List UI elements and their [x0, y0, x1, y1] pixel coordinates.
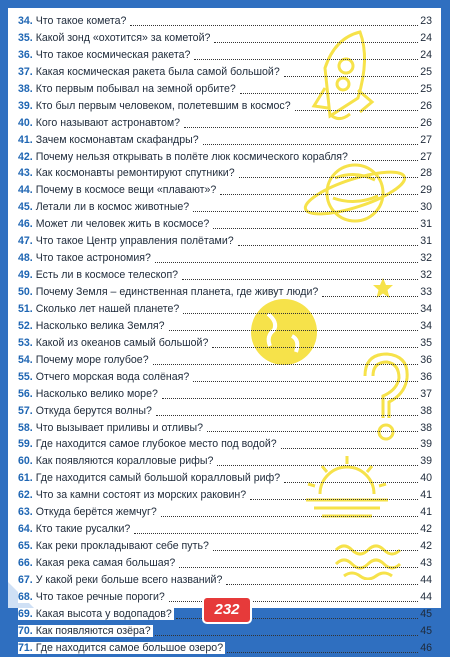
leader-dots — [220, 194, 418, 195]
toc-entry — [18, 521, 432, 538]
leader-dots — [213, 550, 418, 551]
toc-entry-title: Какой из океанов самый большой? — [35, 336, 209, 349]
toc-entry-title: Может ли человек жить в космосе? — [35, 218, 210, 231]
toc-entry-page: 32 — [420, 269, 432, 282]
toc-entry-page: 41 — [420, 489, 432, 502]
toc-entry-page: 39 — [420, 438, 432, 451]
toc-entry — [18, 301, 432, 318]
toc-entry-number: 58. — [18, 421, 33, 434]
toc-entry-page: 28 — [420, 167, 432, 180]
toc-entry-number: 61. — [18, 472, 33, 485]
toc-entry-number: 45. — [18, 201, 33, 214]
toc-entry — [18, 470, 432, 487]
leader-dots — [284, 76, 418, 77]
toc-entry — [18, 64, 432, 81]
toc-entry-page: 24 — [420, 31, 432, 44]
toc-entry-number: 41. — [18, 133, 33, 146]
toc-entry-number: 47. — [18, 235, 33, 248]
toc-entry-page: 35 — [420, 336, 432, 349]
leader-dots — [239, 177, 418, 178]
leader-dots — [352, 160, 418, 161]
toc-entry-page: 25 — [420, 65, 432, 78]
toc-entry-title: Что такое астрономия? — [35, 252, 151, 265]
toc-entry — [18, 572, 432, 589]
toc-entry — [18, 182, 432, 199]
toc-entry-title: Где находится самое глубокое место под водой? — [35, 438, 277, 451]
toc-entry-title: Кто такие русалки? — [35, 523, 131, 536]
leader-dots — [161, 516, 418, 517]
toc-entry-page: 42 — [420, 540, 432, 553]
leader-dots — [322, 296, 418, 297]
toc-entry-page: 41 — [420, 506, 432, 519]
toc-entry-page: 38 — [420, 421, 432, 434]
leader-dots — [155, 635, 418, 636]
leader-dots — [226, 584, 418, 585]
toc-entry — [18, 13, 432, 30]
toc-entry-title: Есть ли в космосе телескоп? — [35, 269, 179, 282]
toc-entry-page: 31 — [420, 218, 432, 231]
toc-entry-title: Почему Земля – единственная планета, где живут люди? — [35, 286, 319, 298]
leader-dots — [217, 465, 418, 466]
leader-dots — [153, 364, 418, 365]
toc-entry — [18, 199, 432, 216]
leader-dots — [130, 25, 418, 26]
toc-entry-title: Почему нельзя открывать в полёте люк космического корабля? — [35, 150, 348, 163]
toc-entry-number: 64. — [18, 523, 33, 536]
leader-dots — [162, 398, 418, 399]
toc-entry-title: Где находится самый большой коралловый риф? — [35, 472, 281, 485]
toc-entry — [18, 165, 432, 182]
toc-entry-title: Летали ли в космос животные? — [35, 201, 190, 214]
leader-dots — [238, 245, 418, 246]
toc-entry — [18, 369, 432, 386]
toc-entry — [18, 81, 432, 98]
toc-entry-number: 65. — [18, 540, 33, 553]
toc-entry-number: 36. — [18, 48, 33, 61]
leader-dots — [295, 110, 418, 111]
leader-dots — [182, 279, 418, 280]
toc-entry — [18, 420, 432, 437]
toc-entry-title: Что за камни состоят из морских раковин? — [35, 489, 247, 502]
toc-entry-page: 31 — [420, 235, 432, 248]
toc-entry-title: Насколько велико море? — [35, 387, 158, 400]
toc-entry-page: 46 — [420, 641, 432, 654]
toc-entry-page: 36 — [420, 353, 432, 366]
toc-entry-number: 39. — [18, 99, 33, 112]
toc-entry-page: 30 — [420, 201, 432, 214]
toc-entry-page: 44 — [420, 573, 432, 586]
toc-entry-number: 52. — [18, 319, 33, 332]
toc-entry-title: Кого называют астронавтом? — [35, 116, 181, 129]
leader-dots — [193, 211, 418, 212]
toc-entry-page: 45 — [420, 624, 432, 637]
toc-entry-number: 49. — [18, 269, 33, 282]
toc-entry — [18, 555, 432, 572]
toc-entry — [18, 487, 432, 504]
leader-dots — [134, 533, 418, 534]
toc-entry-title: Зачем космонавтам скафандры? — [35, 133, 199, 146]
toc-entry — [18, 98, 432, 115]
toc-entry-number: 37. — [18, 65, 33, 78]
toc-entry-title: Что такое речные пороги? — [35, 590, 165, 603]
toc-entry — [18, 640, 432, 657]
toc-entry-number: 68. — [18, 590, 33, 603]
toc-entry — [18, 115, 432, 132]
toc-entry-title: Как реки прокладывают себе путь? — [35, 540, 209, 553]
toc-entry — [18, 504, 432, 521]
toc-entry — [18, 216, 432, 233]
toc-entry-page: 23 — [420, 15, 432, 27]
leader-dots — [179, 567, 418, 568]
toc-entry — [18, 30, 432, 47]
leader-dots — [194, 59, 418, 60]
toc-entry-page: 32 — [420, 252, 432, 265]
toc-entry-page: 24 — [420, 48, 432, 61]
toc-entry — [18, 132, 432, 149]
page-number: 232 — [202, 596, 252, 624]
toc-entry-title: Насколько велика Земля? — [35, 319, 165, 332]
toc-entry-page: 26 — [420, 116, 432, 129]
leader-dots — [284, 482, 418, 483]
toc-entry — [18, 47, 432, 64]
toc-entry-page: 26 — [420, 99, 432, 112]
toc-entry — [18, 233, 432, 250]
toc-entry-number: 56. — [18, 387, 33, 400]
toc-entry-number: 69. — [18, 607, 33, 620]
toc-entry-number: 50. — [18, 286, 33, 298]
toc-entry — [18, 453, 432, 470]
toc-entry-title: Какая космическая ракета была самой большой? — [35, 65, 280, 78]
toc-entry-number: 55. — [18, 370, 33, 383]
leader-dots — [227, 652, 418, 653]
toc-entry-number: 63. — [18, 506, 33, 519]
toc-entry-title: Какая высота у водопадов? — [35, 607, 172, 620]
toc-entry-page: 27 — [420, 150, 432, 163]
toc-entry-number: 66. — [18, 557, 33, 569]
toc-entry — [18, 250, 432, 267]
toc-entry-number: 48. — [18, 252, 33, 265]
toc-entry-title: Сколько лет нашей планете? — [35, 302, 180, 315]
toc-entry-number: 46. — [18, 218, 33, 231]
leader-dots — [156, 415, 418, 416]
leader-dots — [240, 93, 418, 94]
toc-entry — [18, 318, 432, 335]
toc-entry-title: Почему море голубое? — [35, 353, 149, 366]
toc-entry-title: Что такое Центр управления полётами? — [35, 235, 234, 248]
toc-entry-number: 60. — [18, 455, 33, 468]
toc-entry — [18, 267, 432, 284]
toc-entry-title: Почему в космосе вещи «плавают»? — [35, 184, 217, 197]
toc-entry-page: 40 — [420, 472, 432, 485]
toc-entry-title: Какая река самая большая? — [35, 557, 176, 569]
toc-entry-title: Кто первым побывал на земной орбите? — [35, 82, 236, 95]
toc-entry-number: 44. — [18, 184, 33, 197]
leader-dots — [214, 42, 418, 43]
toc-entry-number: 71. — [18, 641, 33, 654]
toc-entry-page: 25 — [420, 82, 432, 95]
toc-entry-number: 59. — [18, 438, 33, 451]
leader-dots — [155, 262, 418, 263]
toc-entry-title: Как появляются коралловые рифы? — [35, 455, 214, 468]
toc-entry-page: 42 — [420, 523, 432, 536]
leader-dots — [193, 381, 418, 382]
toc-entry-number: 54. — [18, 353, 33, 366]
leader-dots — [207, 431, 418, 432]
toc-entry — [18, 403, 432, 420]
leader-dots — [169, 330, 418, 331]
toc-entry-number: 38. — [18, 82, 33, 95]
toc-entry-number: 34. — [18, 15, 33, 27]
toc-entry-title: Откуда берётся жемчуг? — [35, 506, 157, 519]
toc-entry-page: 43 — [420, 557, 432, 569]
toc-entry-number: 42. — [18, 150, 33, 163]
toc-entry-page: 29 — [420, 184, 432, 197]
leader-dots — [212, 347, 418, 348]
toc-entry — [18, 386, 432, 403]
toc-entry-number: 43. — [18, 167, 33, 180]
leader-dots — [183, 313, 418, 314]
toc-entry-page: 37 — [420, 387, 432, 400]
toc-entry-title: Что такое космическая ракета? — [35, 48, 191, 61]
toc-entry — [18, 436, 432, 453]
toc-entry-number: 35. — [18, 31, 33, 44]
leader-dots — [203, 144, 418, 145]
toc-entry — [18, 149, 432, 166]
toc-entry-page: 39 — [420, 455, 432, 468]
toc-entry-number: 62. — [18, 489, 33, 502]
toc-entry-page: 44 — [420, 590, 432, 603]
toc-entry-page: 27 — [420, 133, 432, 146]
toc-entry-page: 33 — [420, 286, 432, 298]
toc-entry-page: 36 — [420, 370, 432, 383]
toc-entry — [18, 538, 432, 555]
toc-entry-number: 70. — [18, 624, 33, 637]
toc-entry-title: Как появляются озёра? — [35, 624, 151, 637]
toc-entry-number: 40. — [18, 116, 33, 129]
toc-entry-title: Какой зонд «охотится» за кометой? — [35, 31, 211, 44]
toc-entry — [18, 352, 432, 369]
toc-entry-number: 51. — [18, 302, 33, 315]
toc-entry-page: 34 — [420, 319, 432, 332]
toc-entry — [18, 284, 432, 301]
toc-entry-title: Отчего морская вода солёная? — [35, 370, 190, 383]
toc-entry-title: Где находится самое большое озеро? — [35, 641, 224, 654]
toc-entry-title: Как космонавты ремонтируют спутники? — [35, 167, 235, 180]
toc-entry-page: 34 — [420, 302, 432, 315]
toc-entry-page: 38 — [420, 404, 432, 417]
leader-dots — [250, 499, 418, 500]
leader-dots — [213, 228, 418, 229]
toc-entry — [18, 335, 432, 352]
toc-entry-number: 57. — [18, 404, 33, 417]
toc-entry-number: 53. — [18, 336, 33, 349]
toc-entry-title: Что такое комета? — [35, 15, 127, 27]
toc-entry-title: Откуда берутся волны? — [35, 404, 152, 417]
table-of-contents — [18, 13, 432, 657]
toc-entry-title: Что вызывает приливы и отливы? — [35, 421, 204, 434]
toc-entry-title: Кто был первым человеком, полетевшим в космос? — [35, 99, 291, 112]
toc-entry-title: У какой реки больше всего названий? — [35, 573, 223, 586]
leader-dots — [281, 448, 418, 449]
toc-entry-page: 45 — [420, 607, 432, 620]
toc-entry-number: 67. — [18, 573, 33, 586]
leader-dots — [184, 127, 418, 128]
toc-entry — [18, 623, 432, 640]
